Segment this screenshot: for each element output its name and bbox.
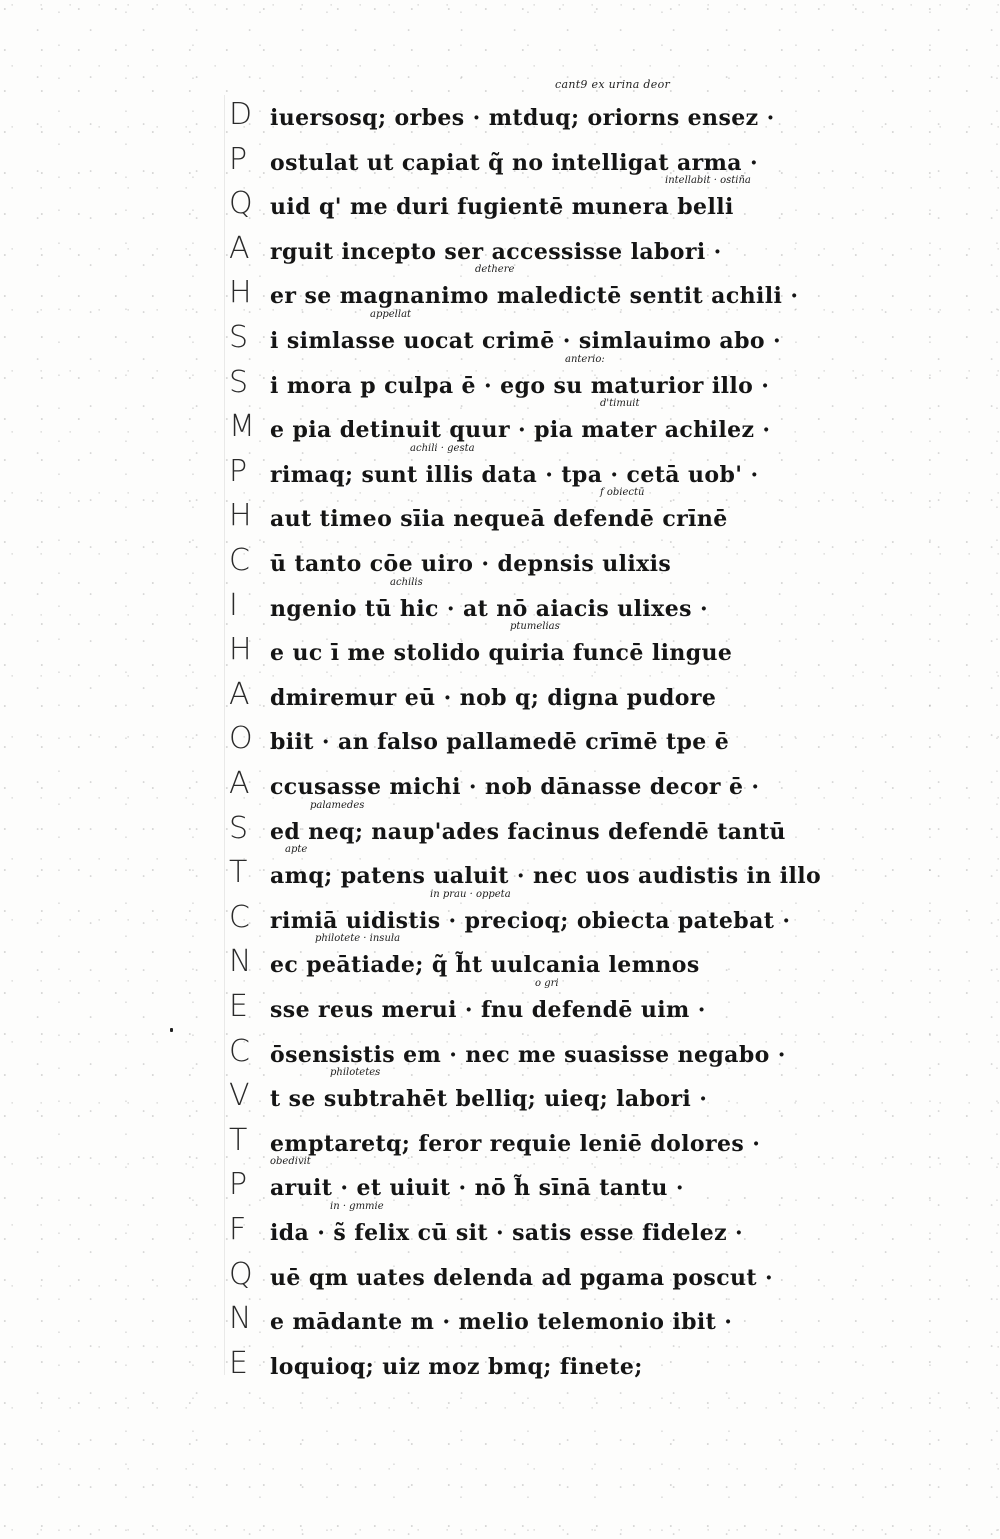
- verse-line: [0, 576, 1000, 636]
- verse-line: [0, 721, 1000, 769]
- initial-letter: A: [229, 676, 250, 712]
- verse-line: [0, 766, 1000, 814]
- interlinear-gloss: dethere: [475, 264, 515, 276]
- verse-text: rguit incepto ser accessisse labori ·: [270, 238, 722, 265]
- initial-letter: C: [229, 1033, 250, 1069]
- verse-text: amq; patens ualuit · nec uos audistis in illo: [270, 863, 822, 890]
- initial-letter: N: [229, 1301, 252, 1337]
- verse-line: [0, 676, 1000, 725]
- verse-text: ostulat ut capiat q̃ no intelligat arma ·: [270, 149, 759, 176]
- interlinear-gloss: f obiectū: [600, 487, 645, 499]
- interlinear-gloss: palamedes: [310, 799, 365, 811]
- verse-text: t se subtrahēt belliq; uieq; labori ·: [270, 1086, 708, 1113]
- verse-line: [0, 1122, 1000, 1171]
- initial-letter: P: [229, 1167, 248, 1203]
- initial-letter: P: [229, 141, 248, 177]
- verse-line: [0, 1156, 1000, 1215]
- interlinear-gloss: anterio:: [565, 353, 605, 365]
- verse-line: [0, 1033, 1000, 1082]
- verse-line: [0, 978, 1000, 1037]
- verse-line: [0, 97, 1000, 145]
- interlinear-gloss: obedivit: [270, 1156, 311, 1168]
- verse-text: ū tanto cōe uiro · depnsis ulixis: [270, 551, 672, 577]
- verse-text: dmiremur eū · nob q; digna pudore: [270, 684, 717, 711]
- initial-letter: C: [229, 899, 250, 935]
- initial-letter: O: [229, 721, 253, 757]
- initial-letter: Q: [229, 186, 253, 222]
- interlinear-gloss: in prau · oppeta: [430, 888, 511, 900]
- initial-letter: E: [229, 1345, 248, 1381]
- initial-letter: T: [229, 1122, 248, 1158]
- interlinear-gloss: in · gmmie: [330, 1201, 384, 1212]
- initial-letter: T: [229, 855, 248, 891]
- verse-text: rimaq; sunt illis data · tpa · cetā uob' ·: [270, 461, 759, 488]
- interlinear-gloss: d'timuit: [600, 398, 640, 410]
- verse-line: [0, 1301, 1000, 1349]
- verse-line: [0, 1256, 1000, 1305]
- verse-line: [0, 309, 1000, 368]
- verse-line: [0, 1067, 1000, 1126]
- verse-line: [0, 442, 1000, 502]
- initial-letter: H: [229, 632, 252, 668]
- interlinear-gloss: apte: [285, 844, 308, 856]
- verse-text: ōsensistis em · nec me suasisse negabo ·: [270, 1041, 786, 1068]
- interlinear-gloss: appellat: [370, 309, 412, 320]
- interlinear-gloss: intellabit · ostiña: [665, 175, 751, 187]
- verse-line: [0, 398, 1000, 457]
- verse-line: [0, 1201, 1000, 1260]
- initial-letter: S: [229, 320, 249, 355]
- verse-text: e pia detinuit quur · pia mater achilez ·: [270, 417, 771, 444]
- verse-text: aruit · et uiuit · nō h̃ sīnā tantu ·: [270, 1175, 684, 1202]
- initial-letter: S: [229, 364, 249, 400]
- initial-letter: F: [229, 1212, 247, 1247]
- initial-letter: Q: [229, 1256, 253, 1292]
- interlinear-gloss: philotete · insula: [315, 933, 401, 945]
- verse-text: iuersosq; orbes · mtduq; oriorns ensez ·: [270, 105, 775, 131]
- verse-text: e uc ī me stolido quiria funcē lingue: [270, 640, 733, 667]
- initial-letter: V: [229, 1078, 250, 1114]
- verse-line: [0, 141, 1000, 190]
- interlinear-gloss: o gri: [535, 978, 559, 989]
- verse-line: [0, 933, 1000, 992]
- initial-letter: A: [229, 230, 250, 266]
- verse-line: [0, 175, 1000, 234]
- initial-letter: A: [229, 766, 250, 801]
- verse-text: rimiā uidistis · precioq; obiecta patebat ·: [270, 907, 791, 934]
- verse-text: ngenio tū hic · at nō aiacis ulixes ·: [270, 595, 708, 622]
- verse-text: biit · an falso pallamedē crīmē tpe ē: [270, 729, 730, 756]
- verse-text: ida · s̃ felix cū sit · satis esse fidelez ·: [270, 1220, 744, 1246]
- verse-text: i mora p culpa ē · ego su maturior illo ·: [270, 372, 770, 399]
- initial-letter: C: [229, 543, 250, 578]
- verse-text: ccusasse michi · nob dānasse decor ē ·: [270, 774, 760, 800]
- verse-line: [0, 1345, 1000, 1394]
- verse-line: [0, 621, 1000, 680]
- verse-text: uid q' me duri fugientē munera belli: [270, 194, 734, 221]
- verse-text: ed neq; naup'ades facinus defendē tantū: [270, 818, 786, 845]
- initial-letter: H: [229, 275, 252, 311]
- verse-line: [0, 799, 1000, 859]
- verse-text: loquioq; uiz moz bmq; finete;: [270, 1353, 643, 1380]
- top-gloss: cant9 ex urina deor: [555, 78, 671, 91]
- verse-text: ec peātiade; q̃ h̃t uulcania lemnos: [270, 952, 700, 979]
- initial-letter: I: [229, 587, 238, 623]
- verse-line: [0, 264, 1000, 323]
- interlinear-gloss: philotetes: [330, 1067, 381, 1079]
- initial-letter: N: [229, 944, 252, 980]
- verse-text: uē qm uates delenda ad pgama poscut ·: [270, 1264, 774, 1291]
- verse-text: i simlasse uocat crimē · simlauimo abo ·: [270, 328, 782, 354]
- verse-line: [0, 543, 1000, 591]
- interlinear-gloss: achilis: [390, 576, 423, 588]
- verse-text: aut timeo sīia nequeā defendē crīnē: [270, 506, 728, 533]
- verse-text: emptaretq; feror requie leniē dolores ·: [270, 1130, 761, 1157]
- interlinear-gloss: achili · gesta: [410, 442, 475, 454]
- verse-line: [0, 888, 1000, 948]
- verse-line: [0, 353, 1000, 413]
- verse-text: er se magnanimo maledictē sentit achili ·: [270, 283, 799, 310]
- initial-letter: H: [229, 498, 252, 534]
- interlinear-gloss: ptumelias: [510, 621, 560, 633]
- initial-letter: P: [229, 453, 248, 489]
- verse-line: [0, 487, 1000, 546]
- initial-letter: D: [229, 97, 253, 132]
- initial-letter: M: [229, 409, 255, 445]
- initial-letter: S: [229, 810, 249, 846]
- initial-letter: E: [229, 989, 248, 1024]
- verse-text: e mādante m · melio telemonio ibit ·: [270, 1309, 733, 1336]
- verse-text: sse reus merui · fnu defendē uim ·: [270, 997, 706, 1023]
